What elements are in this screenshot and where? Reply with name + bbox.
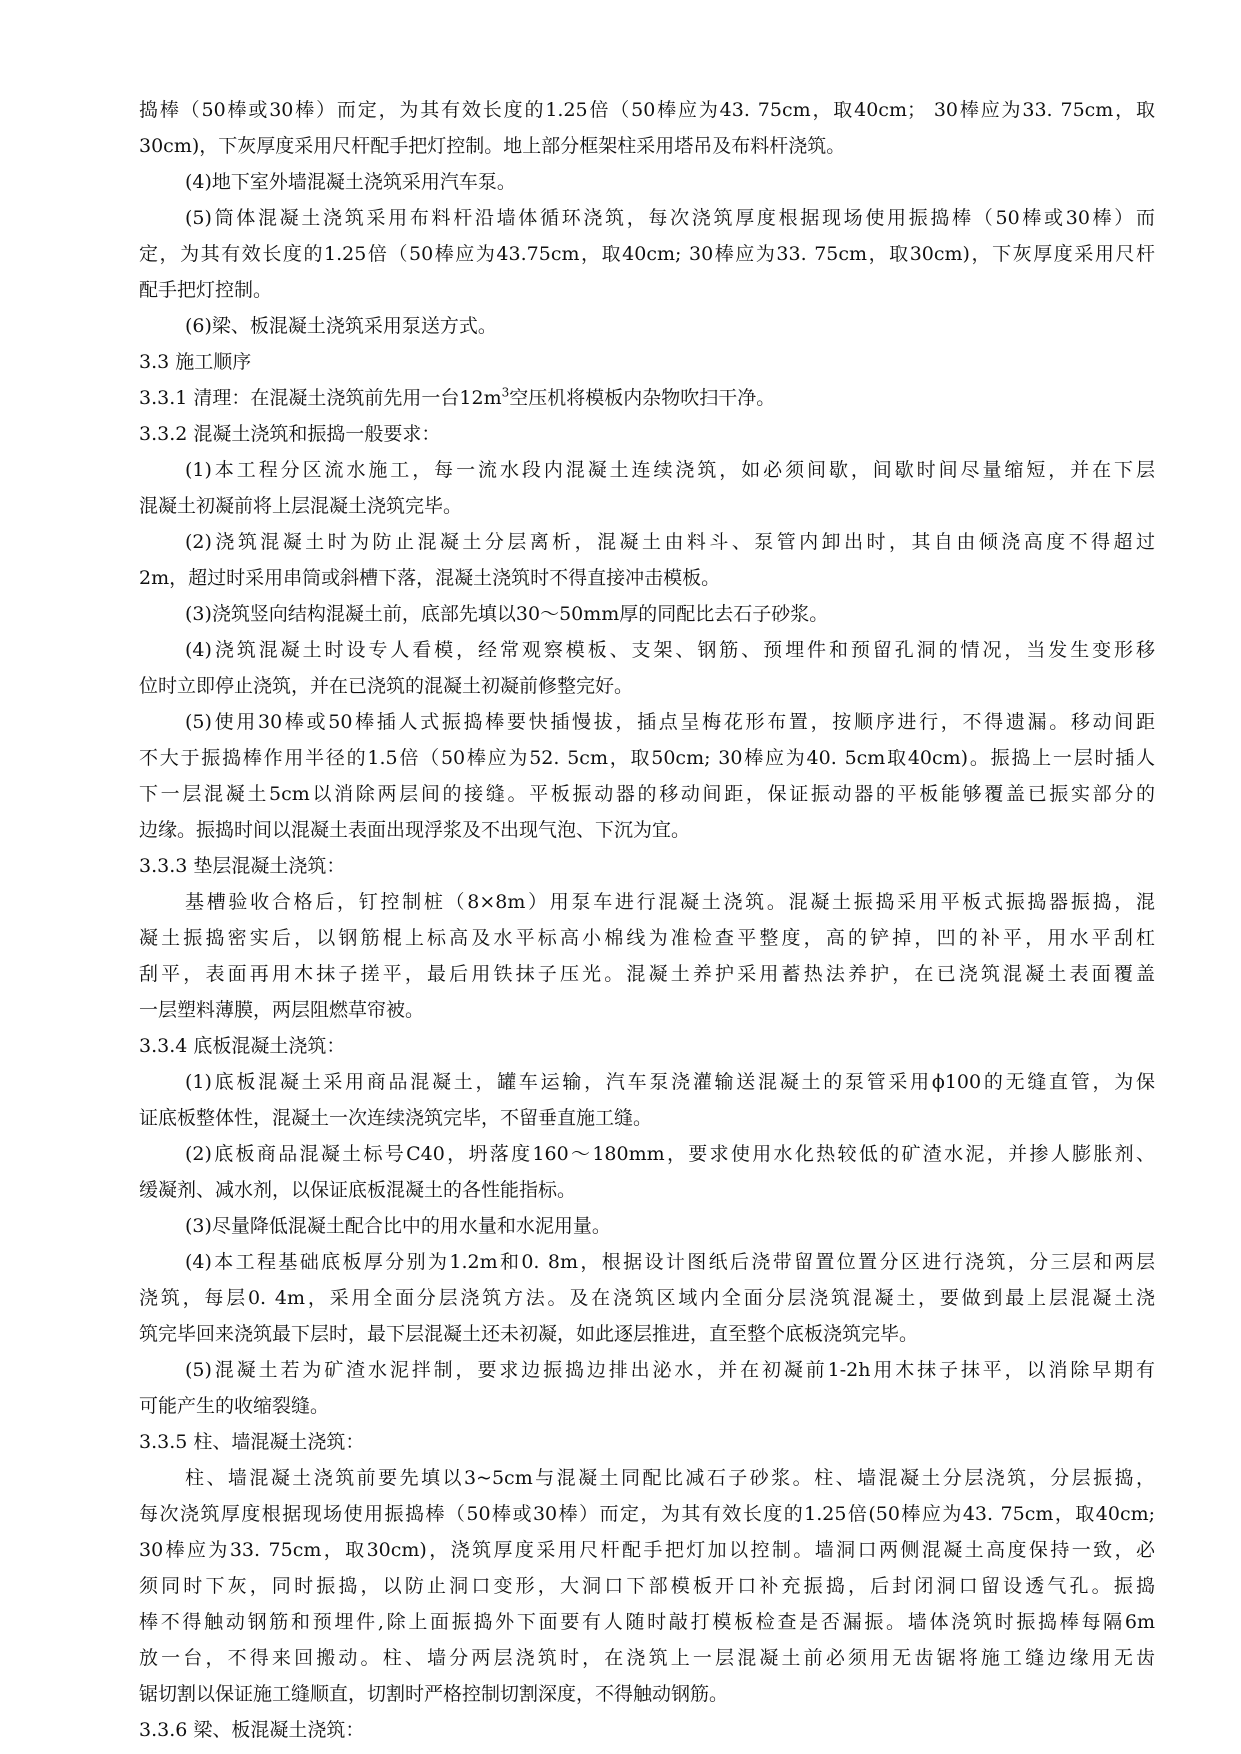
text-line: 边缘。振捣时间以混凝土表面出现浮浆及不出现气泡、下沉为宜。 (139, 819, 691, 841)
text-line: 30棒应为33. 75cm，取30cm)，浇筑厚度采用尺杆配手把灯加以控制。墙洞口两侧混凝土高度保持一致，必 (139, 1539, 1155, 1561)
text-line: 捣棒（50棒或30棒）而定，为其有效长度的1.25倍（50棒应为43. 75cm，取40cm； 30棒应为33. 75cm，取 (139, 99, 1155, 121)
text-line: (5)筒体混凝土浇筑采用布料杆沿墙体循环浇筑，每次浇筑厚度根据现场使用振捣棒（50棒或30棒）而 (185, 207, 1155, 229)
text-line: 可能产生的收缩裂缝。 (139, 1395, 330, 1417)
text-line: 证底板整体性，混凝土一次连续浇筑完毕，不留垂直施工缝。 (139, 1107, 653, 1129)
text-line: 缓凝剂、减水剂，以保证底板混凝土的各性能指标。 (139, 1179, 577, 1201)
text-line: 3.3.4 底板混凝土浇筑： (139, 1035, 346, 1057)
text-line: 3.3.3 垫层混凝土浇筑： (139, 855, 346, 877)
text-line: 刮平，表面再用木抹子搓平，最后用铁抹子压光。混凝土养护采用蓄热法养护，在已浇筑混凝土表面覆盖 (139, 963, 1155, 985)
text-line: 浇筑，每层0. 4m，采用全面分层浇筑方法。及在浇筑区域内全面分层浇筑混凝土，要做到最上层混凝土浇 (139, 1287, 1155, 1309)
text-line: 3.3.2 混凝土浇筑和振捣一般要求： (139, 423, 441, 445)
text-line: 基槽验收合格后，钉控制桩（8×8m）用泵车进行混凝土浇筑。混凝土振捣采用平板式振捣器振捣，混 (185, 891, 1155, 913)
text-line: 凝土振捣密实后，以钢筋棍上标高及水平标高小棉线为准检查平整度，高的铲掉，凹的补平，用水平刮杠 (139, 927, 1155, 949)
text-line: 筑完毕回来浇筑最下层时，最下层混凝土还未初凝，如此逐层推进，直至整个底板浇筑完毕。 (139, 1323, 919, 1345)
text-line: 棒不得触动钢筋和预埋件,除上面振捣外下面要有人随时敲打模板检查是否漏振。墙体浇筑时振捣棒每隔6m (139, 1611, 1155, 1633)
text-line: 须同时下灰，同时振捣，以防止洞口变形，大洞口下部模板开口补充振捣，后封闭洞口留设透气孔。振捣 (139, 1575, 1155, 1597)
text-line: 3.3.5 柱、墙混凝土浇筑： (139, 1431, 365, 1453)
text-line: (6)梁、板混凝土浇筑采用泵送方式。 (185, 315, 497, 337)
text-line: 位时立即停止浇筑，并在已浇筑的混凝土初凝前修整完好。 (139, 675, 634, 697)
text-line: 柱、墙混凝土浇筑前要先填以3~5cm与混凝土同配比减石子砂浆。柱、墙混凝土分层浇筑，分层振捣， (185, 1467, 1155, 1489)
text-line: 放一台，不得来回搬动。柱、墙分两层浇筑时，在浇筑上一层混凝土前必须用无齿锯将施工缝边缘用无齿 (139, 1647, 1155, 1669)
text-line: 一层塑料薄膜，两层阻燃草帘被。 (139, 999, 425, 1021)
text-line: (4)地下室外墙混凝土浇筑采用汽车泵。 (185, 171, 516, 193)
text-line: 2m，超过时采用串筒或斜槽下落，混凝土浇筑时不得直接冲击模板。 (139, 567, 721, 589)
text-line: 30cm)，下灰厚度采用尺杆配手把灯控制。地上部分框架柱采用塔吊及布料杆浇筑。 (139, 135, 846, 157)
text-line: (2)底板商品混凝土标号C40，坍落度160～180mm，要求使用水化热较低的矿渣水泥，并掺人膨胀剂、 (185, 1143, 1155, 1165)
text-line: 每次浇筑厚度根据现场使用振捣棒（50棒或30棒）而定，为其有效长度的1.25倍(50棒应为43. 75cm，取40cm; (139, 1503, 1155, 1525)
document-body (139, 92, 1155, 1748)
text-line: 混凝土初凝前将上层混凝土浇筑完毕。 (139, 495, 463, 517)
text-line: 3.3.6 梁、板混凝土浇筑： (139, 1719, 365, 1741)
text-line: (1)底板混凝土采用商品混凝土，罐车运输，汽车泵浇灌输送混凝土的泵管采用ϕ100的无缝直管，为保 (185, 1071, 1155, 1093)
text-line: (4)本工程基础底板厚分别为1.2m和0. 8m，根据设计图纸后浇带留置位置分区进行浇筑，分三层和两层 (185, 1251, 1155, 1273)
text-line: 下一层混凝土5cm以消除两层间的接缝。平板振动器的移动间距，保证振动器的平板能够覆盖已振实部分的 (139, 783, 1155, 805)
unit-cubic-meter: $m^3$ (483, 385, 510, 409)
text-line: (5)混凝土若为矿渣水泥拌制，要求边振捣边排出泌水，并在初凝前1-2h用木抹子抹平，以消除早期有 (185, 1359, 1155, 1381)
text-line: (4)浇筑混凝土时设专人看模，经常观察模板、支架、钢筋、预埋件和预留孔洞的情况，当发生变形移 (185, 639, 1155, 661)
text-line: 3.3.1 清理：在混凝土浇筑前先用一台$12m^3$空压机将模板内杂物吹扫干净。 (139, 385, 776, 409)
text-line: 3.3 施工顺序 (139, 351, 252, 373)
text-line: (2)浇筑混凝土时为防止混凝土分层离析，混凝土由料斗、泵管内卸出时，其自由倾浇高度不得超过 (185, 531, 1155, 553)
text-line: (1)本工程分区流水施工，每一流水段内混凝土连续浇筑，如必须间歇，间歇时间尽量缩短，并在下层 (185, 459, 1155, 481)
text-line: 不大于振捣棒作用半径的1.5倍（50棒应为52. 5cm，取50cm; 30棒应为40. 5cm取40cm)。振捣上一层时插人 (139, 747, 1155, 769)
text-line: 定，为其有效长度的1.25倍（50棒应为43.75cm，取40cm; 30棒应为33. 75cm，取30cm)，下灰厚度采用尺杆 (139, 243, 1155, 265)
text-line: (3)尽量降低混凝土配合比中的用水量和水泥用量。 (185, 1215, 611, 1237)
text-line: 配手把灯控制。 (139, 279, 273, 301)
text-line: 锯切割以保证施工缝顺直，切割时严格控制切割深度，不得触动钢筋。 (139, 1683, 729, 1705)
text-line: (3)浇筑竖向结构混凝土前，底部先填以30～50mm厚的同配比去石子砂浆。 (185, 603, 829, 625)
text-line: (5)使用30棒或50棒插人式振捣棒要快插慢拔，插点呈梅花形布置，按顺序进行，不得遗漏。移动间距 (185, 711, 1155, 733)
